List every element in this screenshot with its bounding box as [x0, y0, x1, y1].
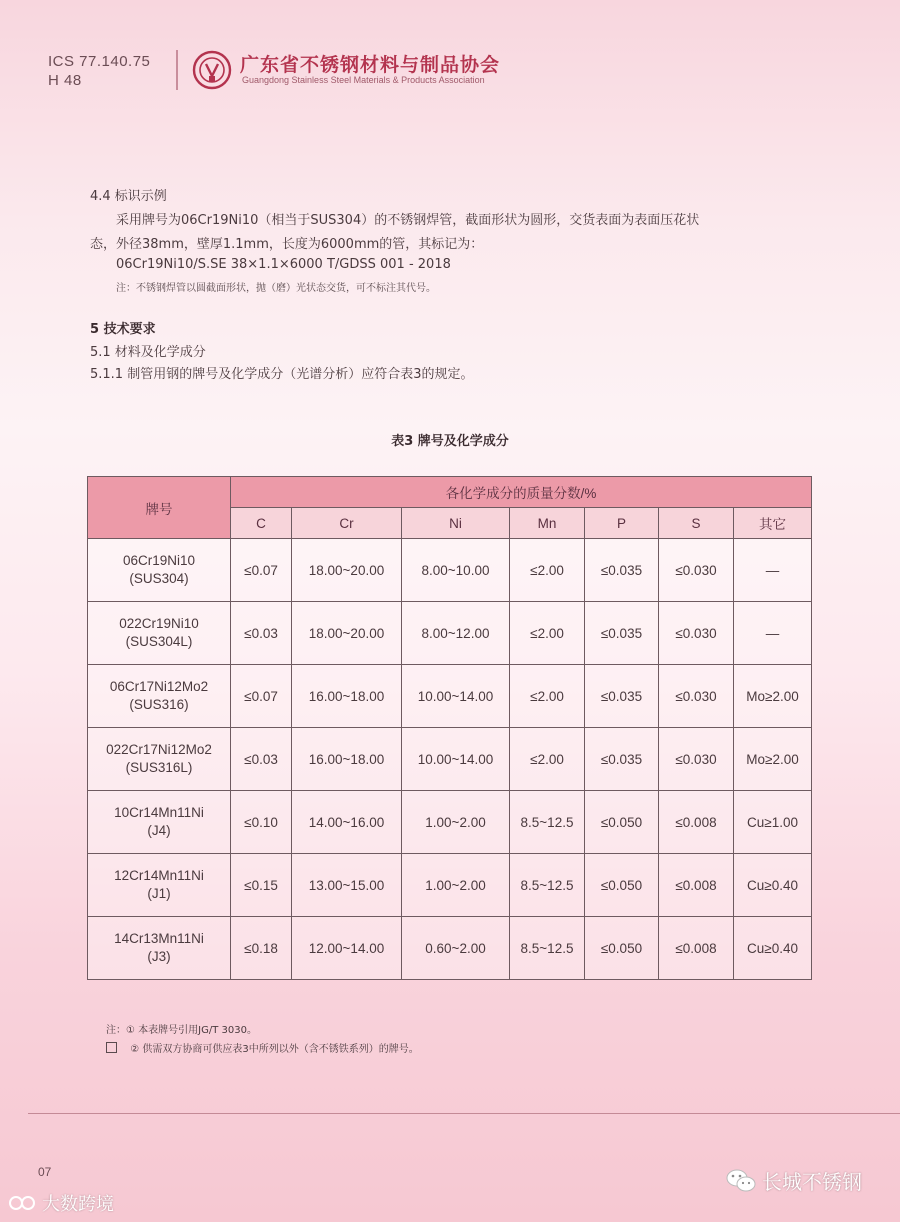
marking-example: 06Cr19Ni10/S.SE 38×1.1×6000 T/GDSS 001 - 2018 — [116, 257, 451, 272]
value-cell: Cu≥1.00 — [734, 791, 812, 854]
table-body — [88, 539, 812, 980]
grade-cell — [88, 791, 231, 854]
column-header-other: 其它 — [734, 508, 812, 539]
grade-cell — [88, 602, 231, 665]
value-cell: ≤0.050 — [585, 854, 659, 917]
org-name-cn: 广东省不锈钢材料与制品协会 — [240, 54, 501, 76]
watermark-bottom-left — [8, 1190, 114, 1216]
value-cell: 8.5~12.5 — [510, 854, 585, 917]
grade-equivalent: (SUS304L) — [125, 634, 193, 649]
value-cell: 13.00~15.00 — [292, 854, 402, 917]
value-cell: ≤0.07 — [231, 539, 292, 602]
column-header-p: P — [585, 508, 659, 539]
composition-group-header: 各化学成分的质量分数/% — [231, 477, 812, 508]
value-cell: ≤0.10 — [231, 791, 292, 854]
value-cell: ≤0.18 — [231, 917, 292, 980]
column-header-c: C — [231, 508, 292, 539]
grade-name: 10Cr14Mn11Ni — [114, 805, 204, 820]
value-cell: 8.5~12.5 — [510, 791, 585, 854]
value-cell: ≤0.030 — [659, 539, 734, 602]
value-cell: 18.00~20.00 — [292, 539, 402, 602]
value-cell: Mo≥2.00 — [734, 728, 812, 791]
table-row — [88, 791, 812, 854]
grade-cell — [88, 854, 231, 917]
section-5-1-1-text: 5.1.1 制管用钢的牌号及化学成分（光谱分析）应符合表3的规定。 — [90, 367, 474, 382]
value-cell: ≤2.00 — [510, 728, 585, 791]
table-note-2: ② 供需双方协商可供应表3中所列以外（含不锈铁系列）的牌号。 — [130, 1044, 419, 1055]
value-cell: Cu≥0.40 — [734, 917, 812, 980]
grade-column-header: 牌号 — [88, 477, 231, 539]
grade-equivalent: (J3) — [147, 949, 171, 964]
column-header-ni: Ni — [402, 508, 510, 539]
grade-equivalent: (SUS316) — [129, 697, 189, 712]
value-cell: ≤0.030 — [659, 728, 734, 791]
grade-cell — [88, 728, 231, 791]
value-cell: ≤0.008 — [659, 917, 734, 980]
value-cell: Mo≥2.00 — [734, 665, 812, 728]
ics-code — [48, 52, 150, 90]
value-cell: 8.00~10.00 — [402, 539, 510, 602]
value-cell: ≤0.050 — [585, 917, 659, 980]
value-cell: ≤0.03 — [231, 602, 292, 665]
grade-cell — [88, 665, 231, 728]
table-row — [88, 665, 812, 728]
value-cell: 1.00~2.00 — [402, 854, 510, 917]
value-cell: ≤0.03 — [231, 728, 292, 791]
value-cell: ≤0.07 — [231, 665, 292, 728]
ics-line-1: ICS 77.140.75 — [48, 53, 151, 70]
ics-line-2: H 48 — [48, 72, 82, 89]
value-cell: ≤2.00 — [510, 665, 585, 728]
grade-name: 06Cr17Ni12Mo2 — [109, 679, 209, 694]
grade-cell — [88, 539, 231, 602]
value-cell: ≤0.030 — [659, 665, 734, 728]
grade-name: 12Cr14Mn11Ni — [114, 868, 204, 883]
value-cell: 16.00~18.00 — [292, 728, 402, 791]
watermark-wechat — [726, 1166, 862, 1195]
value-cell: 8.5~12.5 — [510, 917, 585, 980]
value-cell: ≤2.00 — [510, 539, 585, 602]
wechat-icon — [726, 1168, 756, 1194]
page-number: 07 — [38, 1165, 52, 1179]
grade-equivalent: (SUS304) — [129, 571, 189, 586]
grade-equivalent: (J4) — [147, 823, 171, 838]
table-row — [88, 602, 812, 665]
value-cell: ≤2.00 — [510, 602, 585, 665]
section-5-heading: 5 技术要求 — [90, 322, 156, 337]
missing-glyph-box — [106, 1042, 117, 1053]
value-cell: ≤0.035 — [585, 728, 659, 791]
table-title: 表3 牌号及化学成分 — [391, 434, 509, 449]
watermark-right-text: 长城不锈钢 — [762, 1170, 862, 1194]
column-header-s: S — [659, 508, 734, 539]
section-4-4-heading: 4.4 标识示例 — [90, 189, 167, 204]
section-5-1-heading: 5.1 材料及化学成分 — [90, 345, 206, 360]
value-cell: 10.00~14.00 — [402, 665, 510, 728]
table-row — [88, 854, 812, 917]
table-note-2-row — [106, 1040, 419, 1055]
value-cell: 1.00~2.00 — [402, 791, 510, 854]
value-cell: 10.00~14.00 — [402, 728, 510, 791]
value-cell: ≤0.008 — [659, 791, 734, 854]
value-cell: 14.00~16.00 — [292, 791, 402, 854]
watermark-left-text: 大数跨境 — [42, 1194, 114, 1215]
column-header-mn: Mn — [510, 508, 585, 539]
header-divider — [176, 50, 178, 90]
value-cell: 8.00~12.00 — [402, 602, 510, 665]
table-note-1: 注：① 本表牌号引用JG/T 3030。 — [106, 1025, 257, 1036]
table-row — [88, 917, 812, 980]
value-cell: 16.00~18.00 — [292, 665, 402, 728]
column-header-cr: Cr — [292, 508, 402, 539]
value-cell: — — [734, 602, 812, 665]
value-cell: — — [734, 539, 812, 602]
grade-name: 022Cr17Ni12Mo2 — [106, 742, 212, 757]
grade-cell — [88, 917, 231, 980]
section-4-4-note: 注：不锈钢焊管以圆截面形状，抛（磨）光状态交货，可不标注其代号。 — [116, 283, 436, 294]
table-row — [88, 539, 812, 602]
value-cell: ≤0.15 — [231, 854, 292, 917]
value-cell: ≤0.008 — [659, 854, 734, 917]
grade-name: 06Cr19Ni10 — [122, 553, 196, 568]
table-row — [88, 728, 812, 791]
grade-name: 14Cr13Mn11Ni — [114, 931, 204, 946]
grade-equivalent: (SUS316L) — [125, 760, 193, 775]
value-cell: 12.00~14.00 — [292, 917, 402, 980]
value-cell: 18.00~20.00 — [292, 602, 402, 665]
grade-equivalent: (J1) — [147, 886, 171, 901]
value-cell: ≤0.050 — [585, 791, 659, 854]
page-header — [48, 46, 852, 90]
value-cell: ≤0.035 — [585, 602, 659, 665]
value-cell: ≤0.030 — [659, 602, 734, 665]
watermark-logo-icon — [8, 1192, 38, 1214]
value-cell: ≤0.035 — [585, 665, 659, 728]
value-cell: Cu≥0.40 — [734, 854, 812, 917]
org-name-en: Guangdong Stainless Steel Materials & Products Association — [242, 75, 485, 85]
footer-divider — [28, 1113, 900, 1114]
section-4-4-paragraph-2: 态，外径38mm，壁厚1.1mm，长度为6000mm的管，其标记为： — [90, 237, 484, 252]
grade-name: 022Cr19Ni10 — [119, 616, 199, 631]
association-logo-icon — [192, 50, 232, 90]
value-cell: ≤0.035 — [585, 539, 659, 602]
section-4-4-paragraph-1: 采用牌号为06Cr19Ni10（相当于SUS304）的不锈钢焊管，截面形状为圆形，交货表面为表面压花状 — [116, 213, 700, 228]
value-cell: 0.60~2.00 — [402, 917, 510, 980]
chemical-composition-table — [87, 476, 812, 980]
